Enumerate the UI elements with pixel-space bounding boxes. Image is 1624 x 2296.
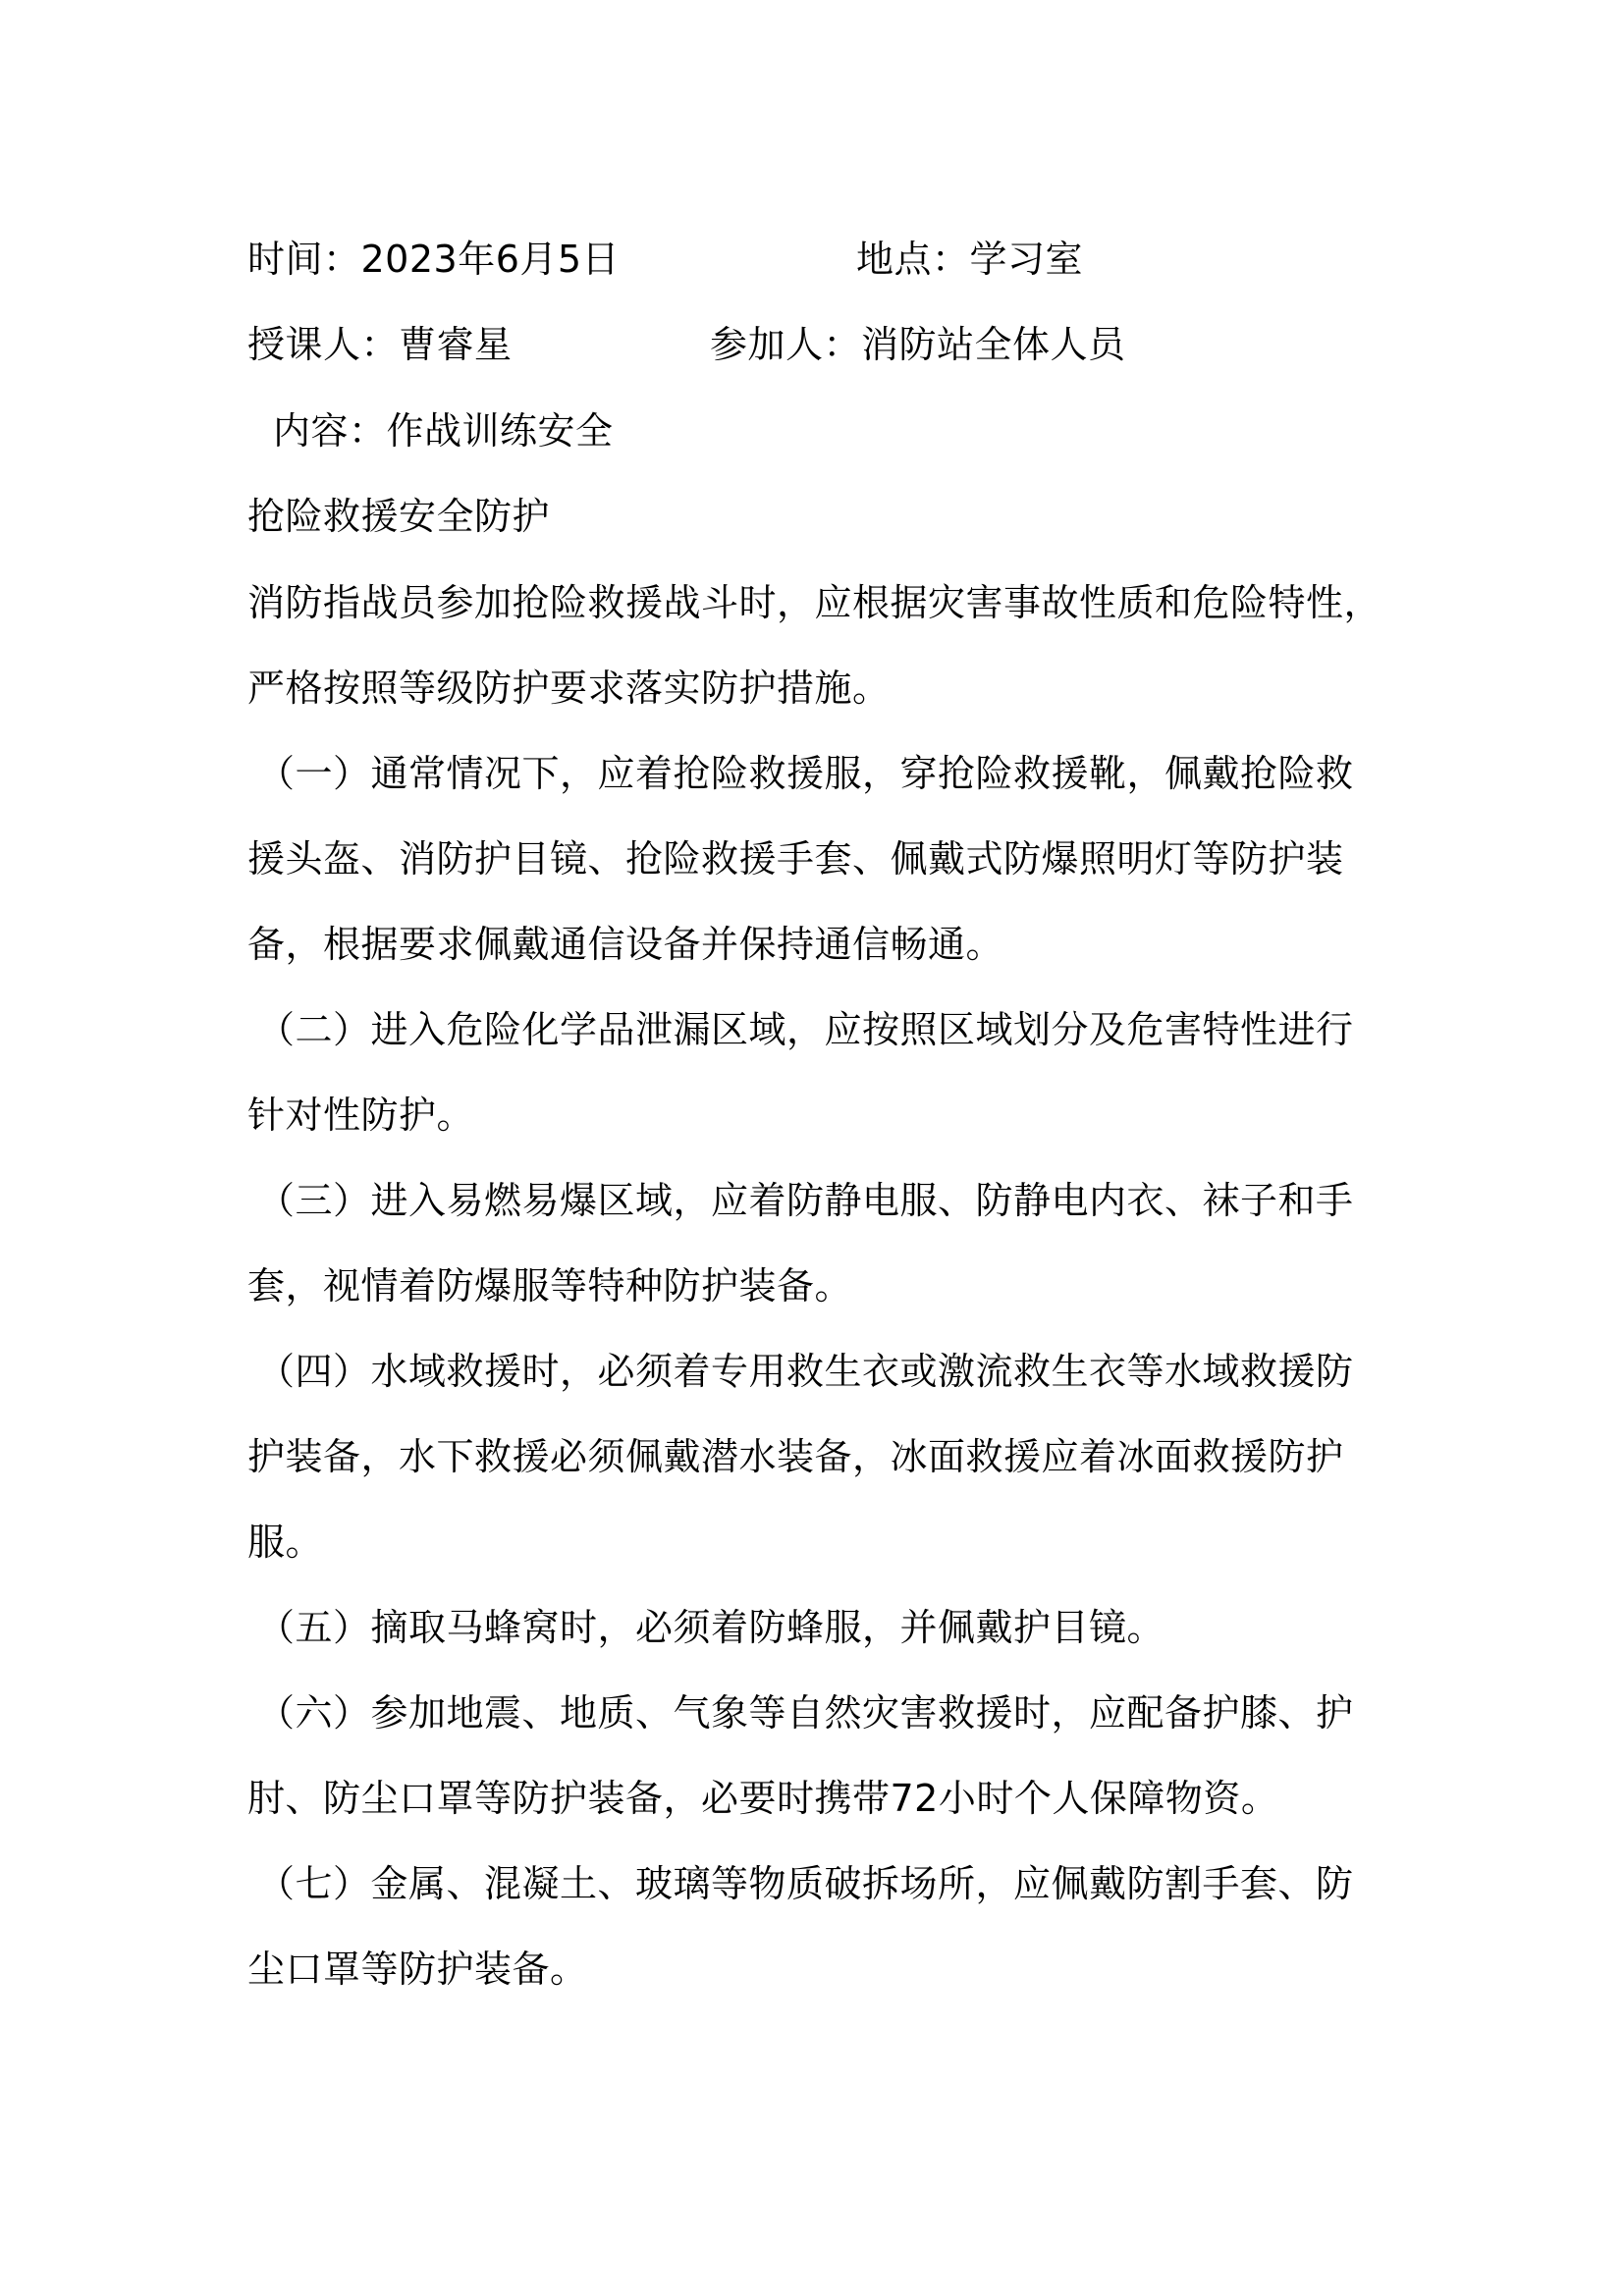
lecturer-label: 授课人：曹睿星: [247, 323, 513, 366]
item-6-line-1: （六）参加地震、地质、气象等自然灾害救援时，应配备护膝、护: [257, 1691, 1354, 1735]
item-5-line-1: （五）摘取马蜂窝时，必须着防蜂服，并佩戴护目镜。: [257, 1606, 1165, 1649]
item-1-line-3: 备，根据要求佩戴通信设备并保持通信畅通。: [247, 923, 1004, 966]
item-2-line-2: 针对性防护。: [247, 1094, 475, 1137]
time-label: 时间：2023年6月5日: [247, 238, 621, 281]
place-label: 地点：学习室: [856, 238, 1084, 281]
time-line: [247, 234, 620, 285]
participants-label: 参加人：消防站全体人员: [710, 323, 1126, 366]
item-7-line-2: 尘口罩等防护装备。: [247, 1948, 588, 1991]
lecturer-line: [247, 319, 513, 370]
content-line: [273, 405, 614, 456]
item-1-line-1: （一）通常情况下，应着抢险救援服，穿抢险救援靴，佩戴抢险救: [257, 752, 1354, 795]
item-3-line-1: （三）进入易燃易爆区域，应着防静电服、防静电内衣、袜子和手: [257, 1179, 1354, 1222]
participants-line: [710, 319, 1126, 370]
item-6-line-2: 肘、防尘口罩等防护装备，必要时携带72小时个人保障物资。: [247, 1777, 1279, 1820]
intro-line-1: 消防指战员参加抢险救援战斗时，应根据灾害事故性质和危险特性，: [247, 581, 1382, 624]
place-line: [856, 234, 1083, 285]
item-2-line-1: （二）进入危险化学品泄漏区域，应按照区域划分及危害特性进行: [257, 1008, 1354, 1051]
intro-line-2: 严格按照等级防护要求落实防护措施。: [247, 667, 891, 710]
item-7-line-1: （七）金属、混凝土、玻璃等物质破拆场所，应佩戴防割手套、防: [257, 1862, 1354, 1905]
item-1-line-2: 援头盔、消防护目镜、抢险救援手套、佩戴式防爆照明灯等防护装: [247, 837, 1344, 881]
item-4-line-3: 服。: [247, 1521, 324, 1564]
item-3-line-2: 套，视情着防爆服等特种防护装备。: [247, 1264, 853, 1308]
content-label: 内容：作战训练安全: [273, 409, 614, 453]
item-4-line-2: 护装备，水下救援必须佩戴潜水装备，冰面救援应着冰面救援防护: [247, 1435, 1344, 1478]
item-4-line-1: （四）水域救援时，必须着专用救生衣或激流救生衣等水域救援防: [257, 1350, 1354, 1393]
section-title: 抢险救援安全防护: [247, 495, 551, 538]
